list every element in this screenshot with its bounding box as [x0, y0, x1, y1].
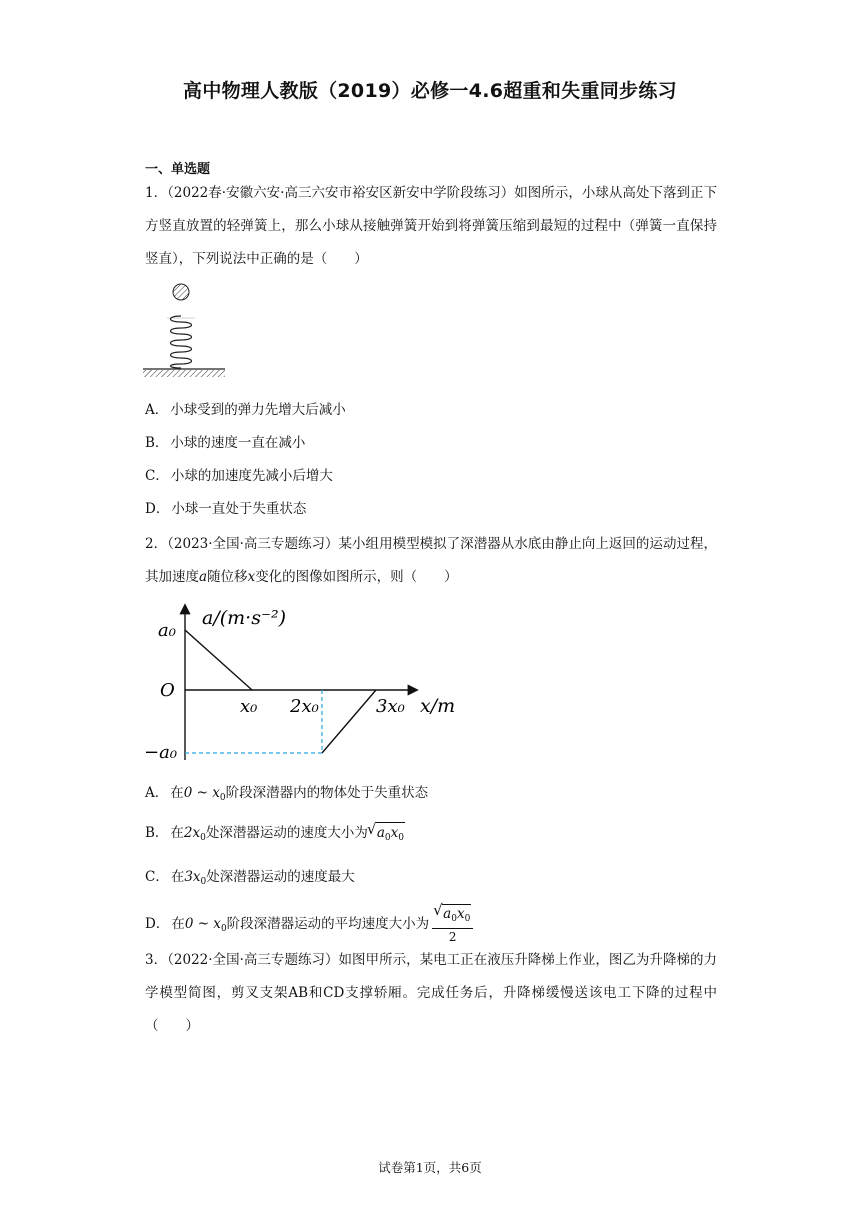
q2-option-a[interactable]: A． 在0 ~ $x_0$阶段深潜器内的物体处于失重状态: [145, 785, 429, 803]
x-axis-label: x/m: [420, 695, 456, 717]
graph-segment-2: [322, 690, 376, 753]
section-heading: 一、单选题: [145, 162, 211, 177]
question-1-text: 1．（2022春·安徽六安·高三六安市裕安区新安中学阶段练习）如图所示，小球从高处下落到正下方竖直放置的轻弹簧上，那么小球从接触弹簧开始到将弹簧压缩到最短的过程中（弹簧一直保持竖直），下列说法中正确的是（ ）: [145, 185, 717, 267]
sqrt-expression: √ $a_0x_0$: [376, 822, 405, 848]
y-axis-label: a/(m·s⁻²): [202, 607, 287, 629]
neg-a0-label: −a₀: [144, 742, 178, 763]
ball-icon: [173, 284, 189, 300]
page-title: 高中物理人教版（2019）必修一4.6超重和失重同步练习: [183, 80, 677, 102]
q2-option-d[interactable]: D． 在0 ~ $x_0$阶段深潜器运动的平均速度大小为 √ $\frac{a_0x_0}{2}$: [145, 904, 473, 945]
spring-icon: [171, 316, 192, 368]
spring-ball-figure: [143, 282, 227, 382]
2x0-label: 2x₀: [290, 696, 319, 717]
page-footer: 试卷第1页，共6页: [378, 1160, 482, 1175]
acceleration-displacement-graph: [140, 600, 470, 765]
q1-option-b[interactable]: B． 小球的速度一直在减小: [145, 435, 306, 451]
a0-label: a₀: [158, 620, 176, 641]
3x0-label: 3x₀: [376, 696, 405, 717]
q2-option-c[interactable]: C． 在$3x_0$处深潜器运动的速度最大: [145, 869, 355, 887]
q1-option-a[interactable]: A． 小球受到的弹力先增大后减小: [145, 402, 346, 418]
q1-option-c[interactable]: C． 小球的加速度先减小后增大: [145, 468, 333, 484]
ground-hatch: [143, 370, 225, 377]
origin-label: O: [160, 680, 175, 701]
x0-label: x₀: [240, 696, 258, 717]
fraction-expression: √ $\frac{a_0x_0}{2}$: [432, 904, 473, 945]
question-3-text: 3．（2022·全国·高三专题练习）如图甲所示，某电工正在液压升降梯上作业，图乙为升降梯的力学模型简图，剪叉支架AB和CD支撑轿厢。完成任务后，升降梯缓慢送该电工下降的过程中（ ）: [145, 952, 717, 1034]
q2-option-b[interactable]: B． 在$2x_0$处深潜器运动的速度大小为√ $a_0x_0$: [145, 822, 405, 848]
q1-option-d[interactable]: D． 小球一直处于失重状态: [145, 501, 307, 517]
graph-segment-1: [185, 630, 252, 690]
question-2-text: 2．（2023·全国·高三专题练习）某小组用模型模拟了深潜器从水底由静止向上返回的运动过程，其加速度a随位移x变化的图像如图所示，则（ ）: [145, 536, 717, 585]
